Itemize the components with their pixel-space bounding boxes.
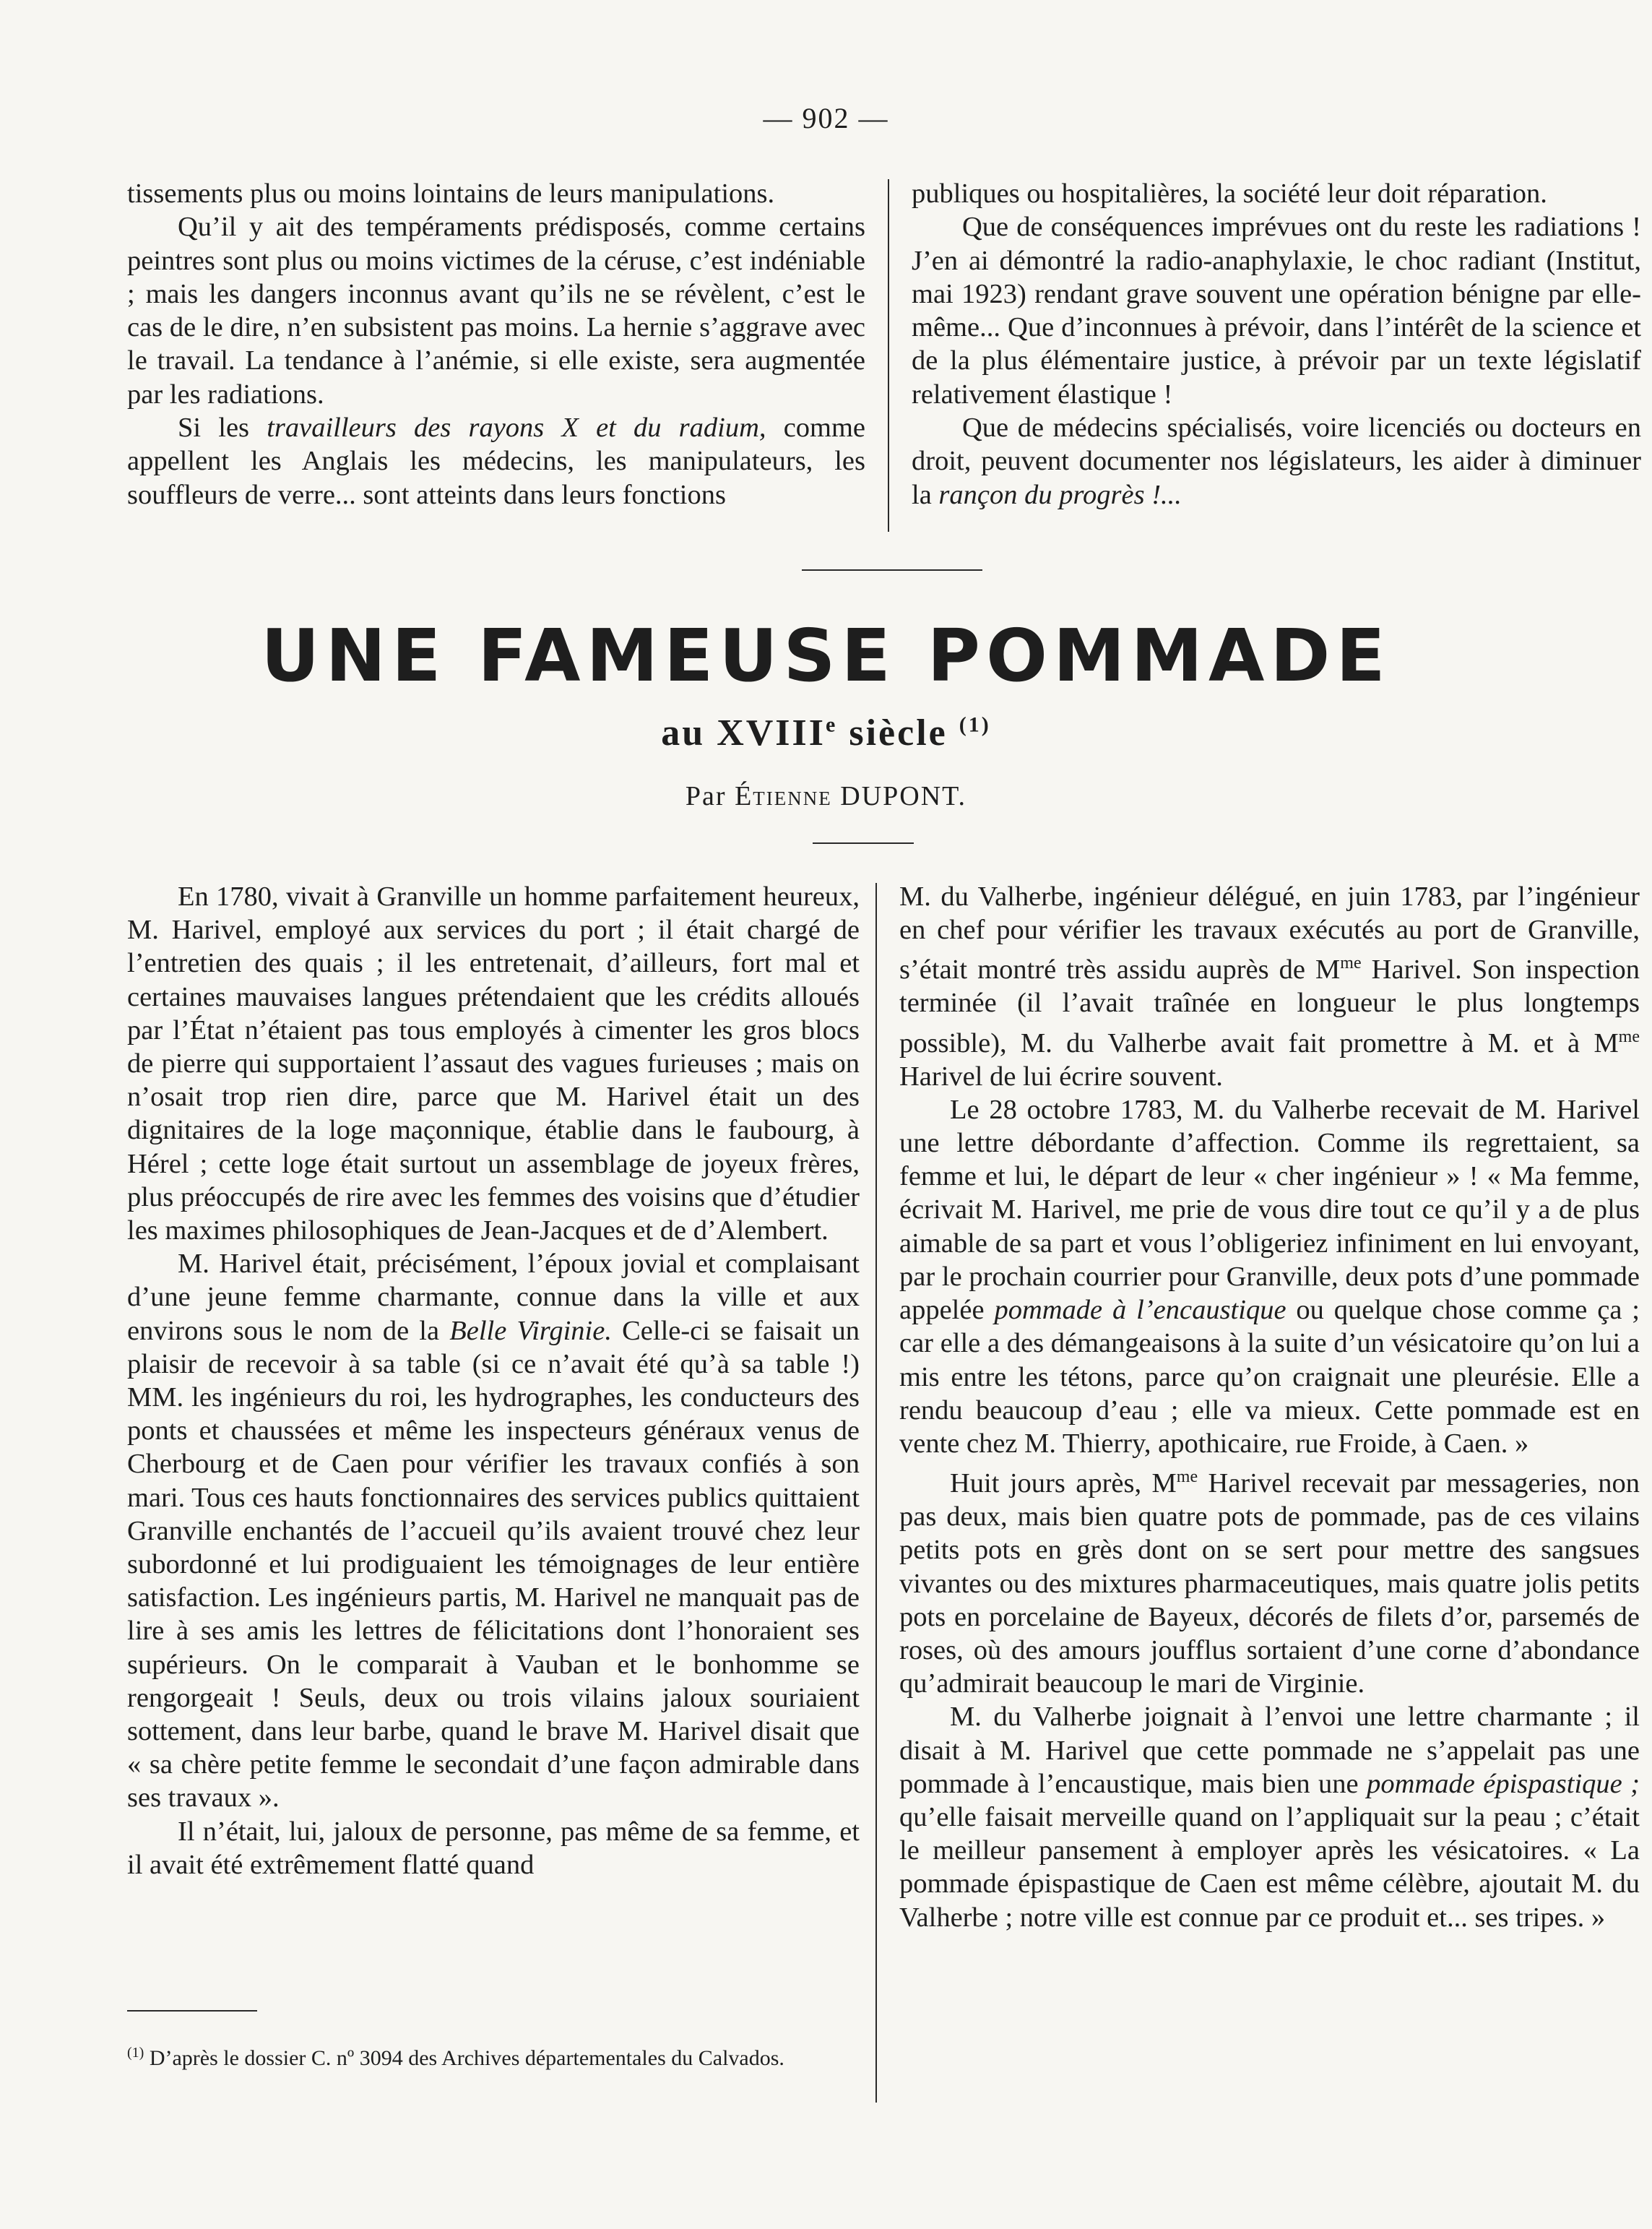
subtitle-footnote-marker: (1) — [959, 712, 991, 737]
right-paragraph-2 — [899, 1093, 1640, 1460]
right-p2-end: ou quelque chose comme ça ; car elle a des démangeaisons à la suite d’un vésicatoire qu’on lui a mis entre les tétons, parce qu’on craignait une pleurésie. Elle a rendu beaucoup d’eau ; elle va mieux. Cette pommade est en vente chez M. Thierry, apothicaire, rue Froide, à Caen. » — [899, 1295, 1640, 1459]
top-left-p3-start: Si les — [178, 413, 250, 444]
right-p3-start: Huit jours après, M — [950, 1467, 1177, 1499]
top-right-paragraph-3 — [912, 411, 1641, 512]
left-paragraph-3: Il n’était, lui, jaloux de personne, pas même de sa femme, et il avait été extrêmement flatté quand — [127, 1816, 860, 1880]
top-right-p3-start: Que de médecins spécialisés, voire licenciés ou docteurs en droit, peuvent documenter nos législateurs, les aider à diminuer la — [912, 413, 1641, 510]
subtitle-superscript: e — [826, 712, 838, 737]
left-paragraph-1: En 1780, vivait à Granville un homme parfaitement heureux, M. Harivel, employé aux services du port ; il était chargé de l’entretien des quais ; il les entretenait, d’ailleurs, fort mal et certaines mauvaises langues prétendaient que les crédits alloués par l’État n’étaient pas tous employés à cimenter les gros blocs de pierre qui supportaient l’assaut des vagues furieuses ; mais on n’osait trop rien dire, parce que M. Harivel était un des dignitaires de la loge maçonnique, établie dans le faubourg, à Hérel ; cette loge était surtout un assemblage de joyeux frères, plus préoccupés de rire avec les femmes des voisins que d’étudier les maximes philosophiques de Jean-Jacques et de d’Alembert. — [127, 881, 860, 1246]
left-p2-end: Celle-ci se faisait un plaisir de recevoir à sa table (si ce n’avait été qu’à sa table !) MM. les ingénieurs du roi, les hydrographes, les conducteurs des ponts et chaussées et même les inspecteurs généraux venus de Cherbourg et de Caen pour vérifier les travaux confiés à son mari. Tous ces hauts fonctionnaires des services publics quittaient Granville enchantés de l’accueil qu’ils avaient trouvé chez leur subordonné et lui prodiguaient les témoignages de leur entière satisfaction. Les ingénieurs partis, M. Harivel ne manquait pas de lire à ses amis les lettres de félicitations dont l’honoraient ses supérieurs. On le comparait à Vauban et le bonhomme se rengorgeait ! Seuls, deux ou trois vilains jaloux souriaient sottement, dans leur barbe, quand le brave M. Harivel disait que « sa chère petite femme le secondait d’une façon admirable dans ses travaux ». — [127, 1315, 860, 1814]
right-p4-italic: pommade épispastique ; — [1367, 1768, 1640, 1799]
footnote-marker: (1) — [127, 2045, 144, 2061]
article-subtitle — [0, 712, 1652, 754]
byline-first-name: Étienne — [735, 781, 832, 811]
top-left-p3-italic: travailleurs des rayons X et du radium, — [267, 413, 766, 444]
left-p2-italic: Belle Virginie. — [449, 1315, 612, 1346]
article-title: UNE FAMEUSE POMMADE — [261, 613, 1391, 698]
article-right-column — [899, 880, 1640, 1934]
byline-last-name: DUPONT. — [840, 781, 967, 811]
top-right-paragraph-1: publiques ou hospitalières, la société leur doit réparation. — [912, 178, 1547, 209]
right-paragraph-3 — [899, 1460, 1640, 1700]
subtitle-main: au XVIII — [661, 712, 826, 754]
byline-rule — [813, 842, 914, 844]
left-paragraph-2 — [127, 1247, 860, 1814]
top-left-p3-end: comme appellent les Anglais les médecins, les manipulateurs, les souffleurs de verre... sont atteints dans leurs fonctions — [127, 413, 866, 510]
top-left-paragraph-2: Qu’il y ait des tempéraments prédisposés, comme certains peintres sont plus ou moins victimes de la céruse, c’est indéniable ; mais les dangers inconnus avant qu’ils ne se révèlent, c’est le cas de le dire, n’en subsistent pas moins. La hernie s’aggrave avec le travail. La tendance à l’anémie, si elle existe, sera augmentée par les radiations. — [127, 212, 865, 410]
footnote-text: D’après le dossier C. nº 3094 des Archives départementales du Calvados. — [149, 2046, 784, 2070]
left-p2-start: M. Harivel était, précisément, l’époux jovial et complaisant d’une jeune femme charmante, connue dans la ville et aux environs sous le nom de la — [127, 1249, 860, 1346]
right-p1-b: Harivel. Son inspection terminée (il l’avait traînée en longueur le plus longtemps possible), M. du Valherbe avait fait promettre à M. et à M — [899, 954, 1640, 1059]
right-paragraph-4 — [899, 1700, 1640, 1933]
top-right-column — [912, 177, 1641, 512]
article-column-divider — [875, 883, 877, 2103]
footnote-rule — [127, 2010, 257, 2012]
right-p1-a: M. du Valherbe, ingénieur délégué, en juin 1783, par l’ingénieur en chef pour vérifier les travaux exécutés au port de Granville, s’était montré très assidu auprès de M — [899, 881, 1640, 986]
right-p2-start: Le 28 octobre 1783, M. du Valherbe recevait de M. Harivel une lettre débordante d’affection. Comme ils regrettaient, sa femme et lui, le départ de leur « cher ingénieur » ! « Ma femme, écrivait M. Harivel, me prie de vous dire tout ce qu’il y a de plus aimable de sa part et vous l’obligeriez infiniment en lui envoyant, par le prochain courrier pour Granville, deux pots d’une pommade appelée — [899, 1094, 1640, 1326]
right-p3-end: Harivel recevait par messageries, non pas deux, mais bien quatre pots de pommade, pas de ces vilains petits pots en grès dont on se sert pour mettre des sangsues vivantes ou des mixtures pharmaceutiques, mais quatre jolis petits pots en porcelaine de Bayeux, décorés de filets d’or, parsemés de roses, où des amours joufflus sortaient d’une corne d’abondance qu’admirait beaucoup le mari de Virginie. — [899, 1467, 1640, 1699]
right-p2-italic: pommade à l’encaustique — [994, 1295, 1286, 1326]
article-left-column — [127, 880, 860, 1881]
top-right-paragraph-2: Que de conséquences imprévues ont du reste les radiations ! J’en ai démontré la radio-anaphylaxie, le choc radiant (Institut, mai 1923) rendant grave souvent une opération bénigne par elle-même... Que d’inconnues à prévoir, dans l’intérêt de la science et de la plus élémentaire justice, à prévoir par un texte législatif relativement élastique ! — [912, 212, 1641, 410]
subtitle-end: siècle — [849, 712, 948, 754]
top-column-divider — [888, 179, 889, 532]
article-byline — [0, 780, 1652, 812]
top-right-p3-italic: rançon du progrès !... — [938, 479, 1182, 510]
page-number: — 902 — — [763, 102, 889, 134]
footnote — [127, 2039, 849, 2072]
top-left-paragraph-1: tissements plus ou moins lointains de leurs manipulations. — [127, 178, 775, 209]
byline-prefix: Par — [685, 781, 727, 811]
right-paragraph-1 — [899, 880, 1640, 1093]
right-p4-end: qu’elle faisait merveille quand on l’appliquait sur la peau ; c’était le meilleur pansement à employer après les vésicatoires. « La pommade épispastique de Caen est même célèbre, ajoutait M. du Valherbe ; notre ville est connue par ce produit et... ses tripes. » — [899, 1801, 1640, 1933]
right-p4-start: M. du Valherbe joignait à l’envoi une lettre charmante ; il disait à M. Harivel que cette pommade ne s’appelait pas une pommade à l’encaustique, mais bien une — [899, 1702, 1640, 1799]
section-separator-rule — [802, 569, 982, 571]
right-p1-sup-2: me — [1618, 1027, 1640, 1046]
top-left-paragraph-3 — [127, 411, 865, 512]
right-p3-sup: me — [1176, 1467, 1198, 1487]
right-p1-sup-1: me — [1340, 954, 1362, 973]
right-p1-c: Harivel de lui écrire souvent. — [899, 1061, 1223, 1092]
top-left-column — [127, 177, 865, 512]
